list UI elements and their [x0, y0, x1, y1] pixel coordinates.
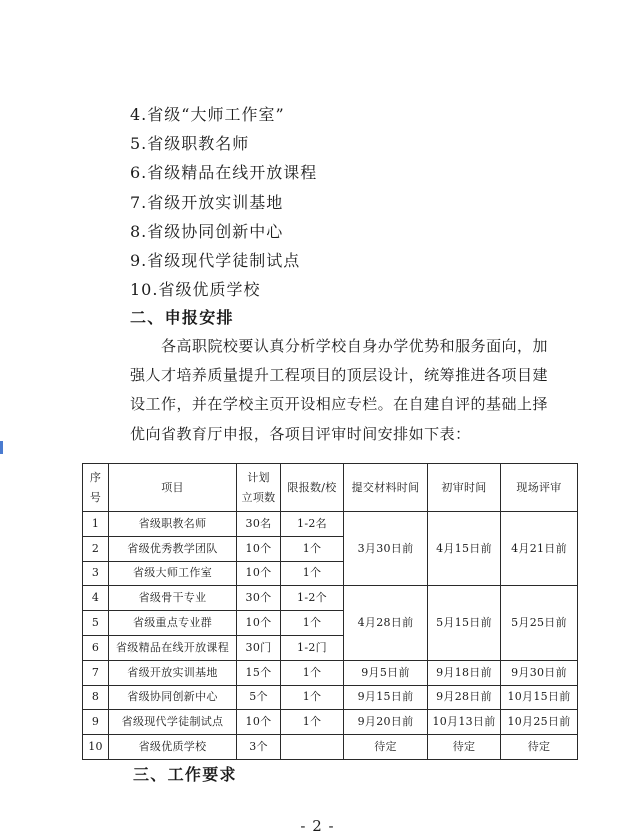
cell-project: 省级优秀教学团队 — [109, 536, 237, 561]
scan-edge-mark — [0, 441, 3, 454]
header-project: 项目 — [109, 464, 237, 512]
cell-onsite-review: 10月25日前 — [501, 710, 578, 735]
cell-planned-count: 10个 — [237, 536, 281, 561]
cell-onsite-review: 待定 — [501, 735, 578, 760]
section-heading-application-arrangement: 二、申报安排 — [130, 308, 234, 327]
cell-no: 9 — [83, 710, 109, 735]
cell-submission-deadline: 4月28日前 — [344, 586, 428, 660]
cell-limit-per-school: 1-2门 — [281, 635, 344, 660]
cell-limit-per-school: 1-2个 — [281, 586, 344, 611]
cell-onsite-review: 9月30日前 — [501, 660, 578, 685]
table-row — [83, 735, 578, 760]
cell-initial-review: 10月13日前 — [428, 710, 501, 735]
paragraph-line: 设工作，并在学校主页开设相应专栏。在自建自评的基础上择 — [130, 395, 548, 414]
cell-planned-count: 15个 — [237, 660, 281, 685]
header-submission-deadline: 提交材料时间 — [344, 464, 428, 512]
cell-no: 1 — [83, 512, 109, 537]
cell-no: 7 — [83, 660, 109, 685]
table-row — [83, 660, 578, 685]
cell-limit-per-school: 1个 — [281, 561, 344, 586]
cell-limit-per-school: 1个 — [281, 611, 344, 636]
cell-project: 省级协同创新中心 — [109, 685, 237, 710]
header-initial-review: 初审时间 — [428, 464, 501, 512]
cell-limit-per-school: 1个 — [281, 660, 344, 685]
list-item: 7.省级开放实训基地 — [130, 192, 284, 212]
cell-project: 省级现代学徒制试点 — [109, 710, 237, 735]
cell-initial-review: 5月15日前 — [428, 586, 501, 660]
cell-limit-per-school: 1个 — [281, 710, 344, 735]
cell-no: 4 — [83, 586, 109, 611]
header-onsite-review: 现场评审 — [501, 464, 578, 512]
list-item: 10.省级优质学校 — [130, 280, 261, 300]
paragraph-line: 优向省教育厅申报，各项目评审时间安排如下表： — [130, 424, 471, 443]
cell-limit-per-school: 1个 — [281, 685, 344, 710]
list-item: 6.省级精品在线开放课程 — [130, 163, 318, 183]
cell-limit-per-school: 1-2名 — [281, 512, 344, 537]
cell-no: 6 — [83, 635, 109, 660]
cell-submission-deadline: 9月20日前 — [344, 710, 428, 735]
table-row — [83, 710, 578, 735]
list-item: 9.省级现代学徒制试点 — [130, 250, 301, 270]
section-heading-work-requirements: 三、工作要求 — [133, 765, 237, 784]
cell-submission-deadline: 待定 — [344, 735, 428, 760]
cell-planned-count: 30门 — [237, 635, 281, 660]
cell-project: 省级大师工作室 — [109, 561, 237, 586]
cell-initial-review: 9月18日前 — [428, 660, 501, 685]
cell-planned-count: 10个 — [237, 710, 281, 735]
cell-onsite-review: 5月25日前 — [501, 586, 578, 660]
header-limit-per-school: 限报数/校 — [281, 464, 344, 512]
list-item: 5.省级职教名师 — [130, 134, 250, 154]
cell-no: 5 — [83, 611, 109, 636]
cell-project: 省级开放实训基地 — [109, 660, 237, 685]
paragraph — [130, 332, 548, 449]
cell-submission-deadline: 3月30日前 — [344, 512, 428, 586]
table-row — [83, 512, 578, 537]
cell-no: 2 — [83, 536, 109, 561]
cell-limit-per-school — [281, 735, 344, 760]
table-row — [83, 685, 578, 710]
review-schedule-table — [82, 463, 578, 760]
cell-submission-deadline: 9月15日前 — [344, 685, 428, 710]
cell-submission-deadline: 9月5日前 — [344, 660, 428, 685]
cell-planned-count: 10个 — [237, 611, 281, 636]
page-number: - 2 - — [300, 817, 335, 835]
cell-no: 10 — [83, 735, 109, 760]
header-no: 序 号 — [83, 464, 109, 512]
cell-planned-count: 10个 — [237, 561, 281, 586]
cell-project: 省级精品在线开放课程 — [109, 635, 237, 660]
cell-onsite-review: 10月15日前 — [501, 685, 578, 710]
cell-planned-count: 3个 — [237, 735, 281, 760]
cell-planned-count: 30名 — [237, 512, 281, 537]
paragraph-line: 强人才培养质量提升工程项目的顶层设计，统筹推进各项目建 — [130, 366, 548, 385]
cell-initial-review: 待定 — [428, 735, 501, 760]
project-list — [130, 100, 317, 304]
table-row — [83, 586, 578, 611]
cell-project: 省级优质学校 — [109, 735, 237, 760]
cell-no: 3 — [83, 561, 109, 586]
cell-no: 8 — [83, 685, 109, 710]
list-item: 4.省级“大师工作室” — [130, 105, 285, 124]
list-item: 8.省级协同创新中心 — [130, 221, 284, 241]
paragraph-line: 各高职院校要认真分析学校自身办学优势和服务面向，加 — [161, 337, 549, 355]
cell-limit-per-school: 1个 — [281, 536, 344, 561]
cell-planned-count: 30个 — [237, 586, 281, 611]
cell-initial-review: 9月28日前 — [428, 685, 501, 710]
cell-onsite-review: 4月21日前 — [501, 512, 578, 586]
cell-planned-count: 5个 — [237, 685, 281, 710]
cell-initial-review: 4月15日前 — [428, 512, 501, 586]
cell-project: 省级重点专业群 — [109, 611, 237, 636]
header-planned-count: 计划 立项数 — [237, 464, 281, 512]
table-header-row — [83, 464, 578, 512]
cell-project: 省级职教名师 — [109, 512, 237, 537]
cell-project: 省级骨干专业 — [109, 586, 237, 611]
